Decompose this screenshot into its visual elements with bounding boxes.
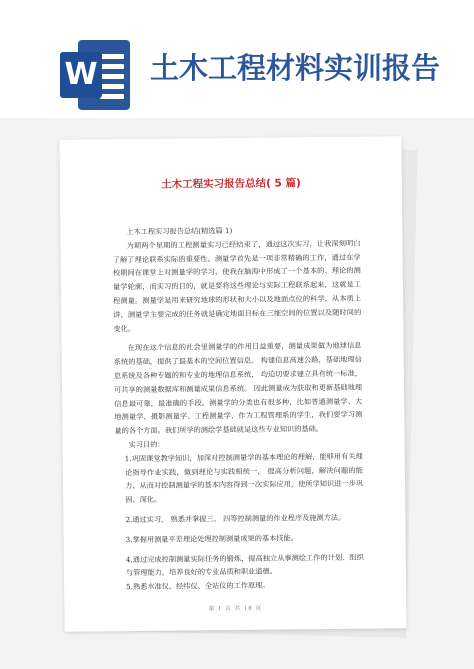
document-page bbox=[59, 136, 406, 632]
goal-item: 5.熟悉水准仪、经纬仪、全站仪的工作原理。 bbox=[126, 580, 270, 592]
header-banner bbox=[0, 0, 474, 118]
page-footer: 第 1 页 共 18 页 bbox=[208, 605, 263, 613]
paragraph: 在现在这个信息的社会里测量学的作用日益重要，测量成果做为地球信息系统的基础，提供了最基本的空间位置信息。 构建信息高速公路，基础地理信息系统及各种专题的和专业的地理信息系统， 均迫切要求建立具有统一标准，可共享的测量数据库和测量成果信息系统。 因此测量成为获取和更新基础地理信息最可靠，最准确的手段。测量学的分类也有很多种，比如普通测量学、大地测量学、摄影测量学、工程测量学，作为工程管理系的学生，我们要学习测量的各个方面。我们所学的测绘学基础就是这些专业知识的基础。 bbox=[113, 341, 363, 436]
word-document-icon bbox=[60, 40, 130, 110]
goals-heading: 实习目的： bbox=[128, 439, 165, 450]
word-icon-letter: W bbox=[60, 52, 102, 98]
goal-item: 3.掌握用测量平差理论处理控制测量成果的基本技能。 bbox=[125, 533, 298, 544]
goal-item: 2.通过实习， 熟悉并掌握三、 四等控制测量的作业程序及施测方法。 bbox=[125, 512, 346, 525]
goal-item: 4.通过完成控制测量实际任务的锻炼，提高独立从事测绘工作的计划、组织与管理能力，培养良好的专业品质和职业道德。 bbox=[125, 552, 364, 578]
paragraph: 为期两个星期的工程测量实习已经结束了，通过这次实习，让我深刻明白了解了理论联系实际的重要性。测量学首先是一项非常精确的工作，通过在学校期间在课堂上对测量学的学习，使我在脑海中形成了一个基本的、理论的测量学轮廓，而实习的目的，就是要将这些理论与实际工程联系起来，这就是工程测量。测量学是用来研究地球的形状和大小以及地面点位的科学，从本质上讲，测量学主要完成的任务就是确定地面目标在三维空间的位置以及随时间的变化。 bbox=[112, 238, 362, 333]
page-title: 土木工程材料实训报告 bbox=[150, 51, 441, 85]
document-body bbox=[112, 223, 364, 594]
document-subtitle: 土木工程实习报告总结(精选篇 1) bbox=[126, 225, 233, 237]
document-title: 土木工程实习报告总结( 5 篇) bbox=[160, 177, 301, 191]
goal-item: 1.巩固课堂教学知识，加深对控制测量学的基本理论的理解，能够用有关理论指导作业实践，做到理论与实践相统一， 提高分析问题，解决问题的能力，从而对控制测量学的基本内容得到一次实际应用，使所学知识进一步巩固、深化。 bbox=[124, 451, 364, 505]
